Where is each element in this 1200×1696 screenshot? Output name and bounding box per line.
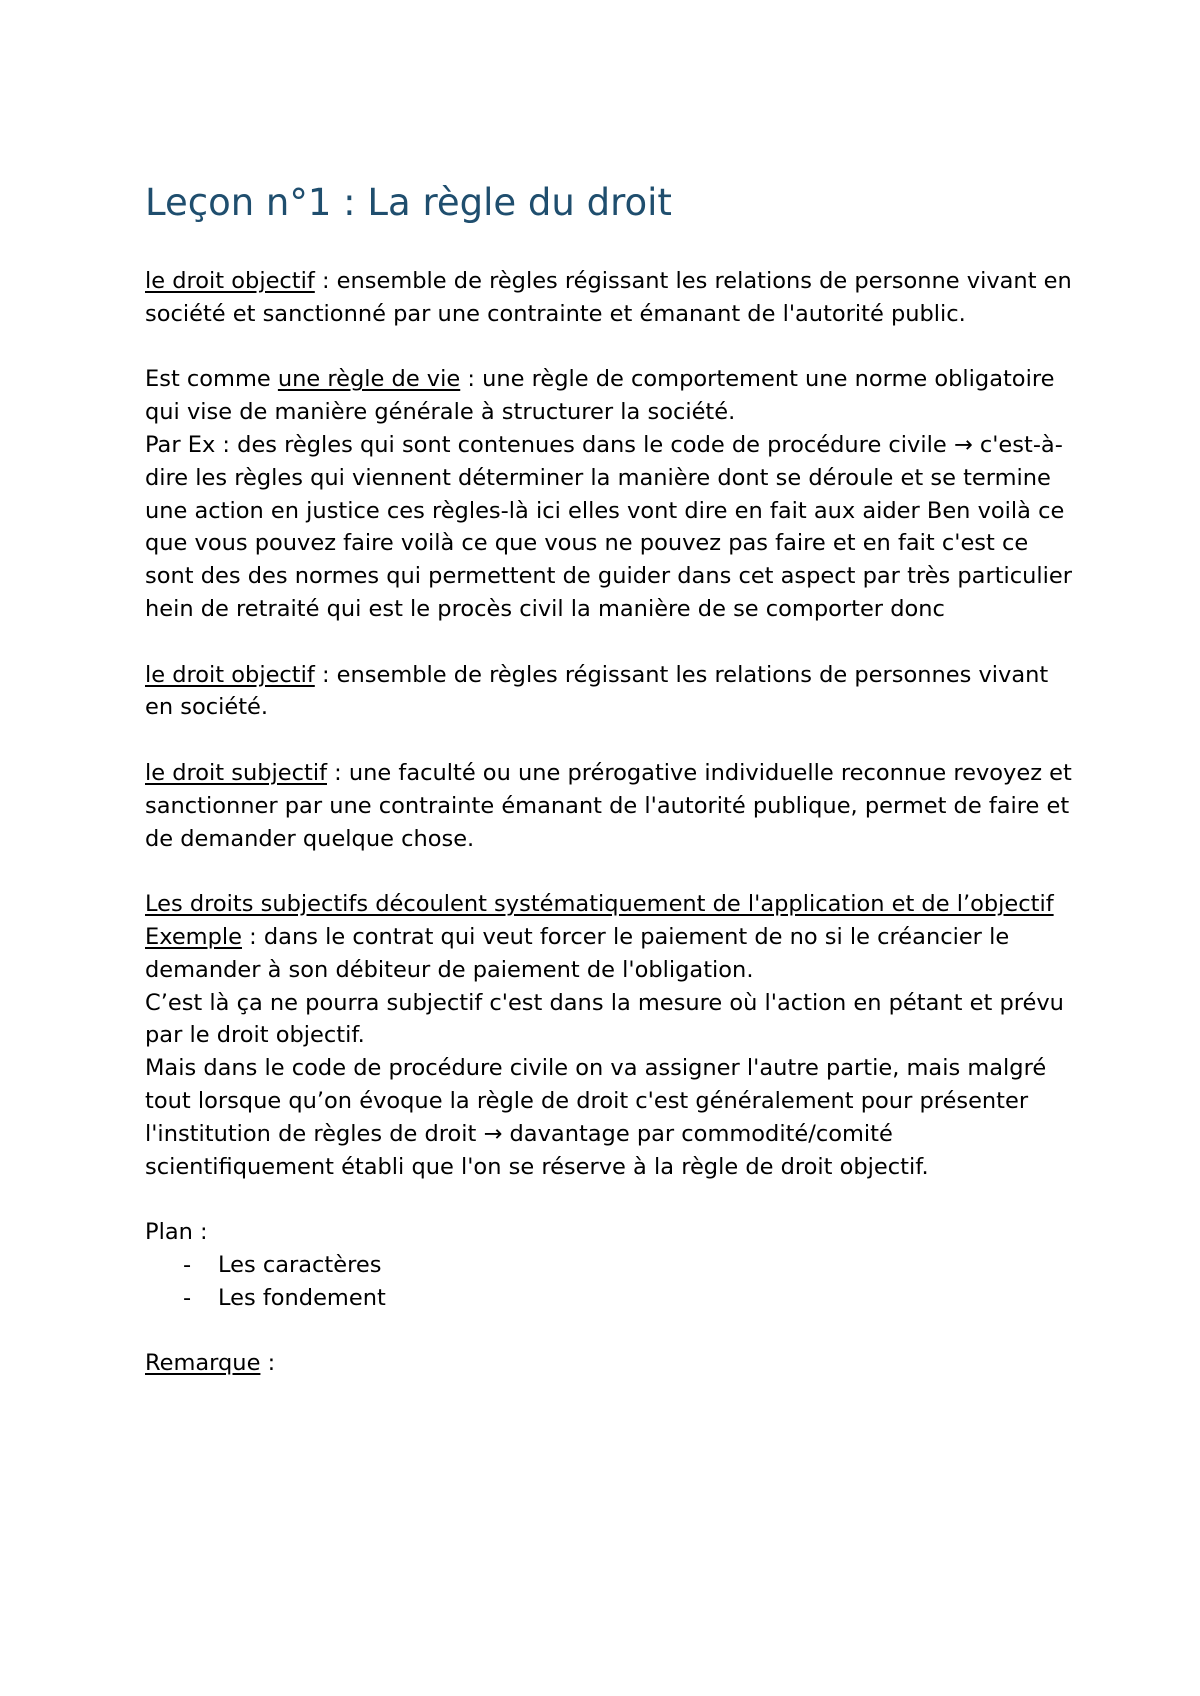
term-droit-objectif: le droit objectif <box>145 661 315 688</box>
paragraph-gap <box>145 331 1075 364</box>
lesson-title: Leçon n°1 : La règle du droit <box>145 181 672 224</box>
paragraph-droit-subjectif <box>145 757 1075 855</box>
paragraph-exemple <box>145 921 1075 987</box>
term-droit-objectif: le droit objectif <box>145 268 315 294</box>
list-dash: - <box>183 1284 192 1311</box>
definition-text: : dans le contrat qui veut forcer le paiement de no si le créancier le demander à son débiteur de paiement de l'obligation. <box>145 923 1010 983</box>
paragraph-regle-de-vie <box>145 363 1075 429</box>
plan-list <box>145 1249 1075 1315</box>
term-exemple: Exemple <box>145 923 242 950</box>
term-remarque: Remarque <box>145 1350 261 1377</box>
paragraph-gap <box>145 724 1075 757</box>
paragraph-example-procedure: Par Ex : des règles qui sont contenues dans le code de procédure civile → c'est-à-dire les règles qui viennent déterminer la manière dont se déroule et se termine une action en justice ces règles-là ici elles vont dire en fait aux aider Ben voilà ce que vous pouvez faire voilà ce que vous ne pouvez pas faire et en fait c'est ce sont des des normes qui permettent de guider dans cet aspect par très particulier hein de retraité qui est le procès civil la manière de se comporter donc <box>145 431 1073 622</box>
paragraph-droit-objectif-2 <box>145 659 1075 725</box>
definition-text: : une règle de comportement une norme obligatoire qui vise de manière générale à structurer la société. <box>145 366 1055 426</box>
definition-text: : ensemble de règles régissant les relations de personnes vivant en société. <box>145 661 1049 721</box>
document-page <box>145 175 1075 1380</box>
paragraph-droit-objectif-1 <box>145 265 1075 331</box>
list-dash: - <box>183 1251 192 1278</box>
lead-text: Est comme <box>145 366 278 393</box>
plan-list-item <box>145 1282 1075 1315</box>
plan-item-label: Les caractères <box>218 1251 382 1278</box>
paragraph-droits-subjectifs-heading: Les droits subjectifs découlent systématiquement de l'application et de l’objectif <box>145 891 1054 918</box>
paragraph-mais: Mais dans le code de procédure civile on va assigner l'autre partie, mais malgré tout lorsque qu’on évoque la règle de droit c'est généralement pour présenter l'institution de règles de droit → davantage par commodité/comité scientifiquement établi que l'on se réserve à la règle de droit objectif. <box>145 1055 1047 1180</box>
paragraph-gap <box>145 855 1075 888</box>
paragraph-remarque <box>145 1347 1075 1380</box>
document-body <box>145 265 1075 1380</box>
term-droit-subjectif: le droit subjectif <box>145 759 327 786</box>
paragraph-gap <box>145 1315 1075 1348</box>
plan-item-label: Les fondement <box>218 1284 386 1311</box>
definition-text: : ensemble de règles régissant les relations de personne vivant en société et sanctionné par une contrainte et émanant de l'autorité public. <box>145 268 1072 327</box>
remark-colon: : <box>260 1350 276 1377</box>
paragraph-gap <box>145 1183 1075 1216</box>
paragraph-cest-la: C’est là ça ne pourra subjectif c'est dans la mesure où l'action en pétant et prévu par le droit objectif. <box>145 989 1064 1049</box>
definition-text: : une faculté ou une prérogative individuelle reconnue revoyez et sanctionner par une contrainte émanant de l'autorité publique, permet de faire et de demander quelque chose. <box>145 759 1072 852</box>
paragraph-gap <box>145 626 1075 659</box>
plan-list-item <box>145 1249 1075 1282</box>
term-regle-de-vie: une règle de vie <box>277 366 461 393</box>
plan-label: Plan : <box>145 1219 208 1246</box>
